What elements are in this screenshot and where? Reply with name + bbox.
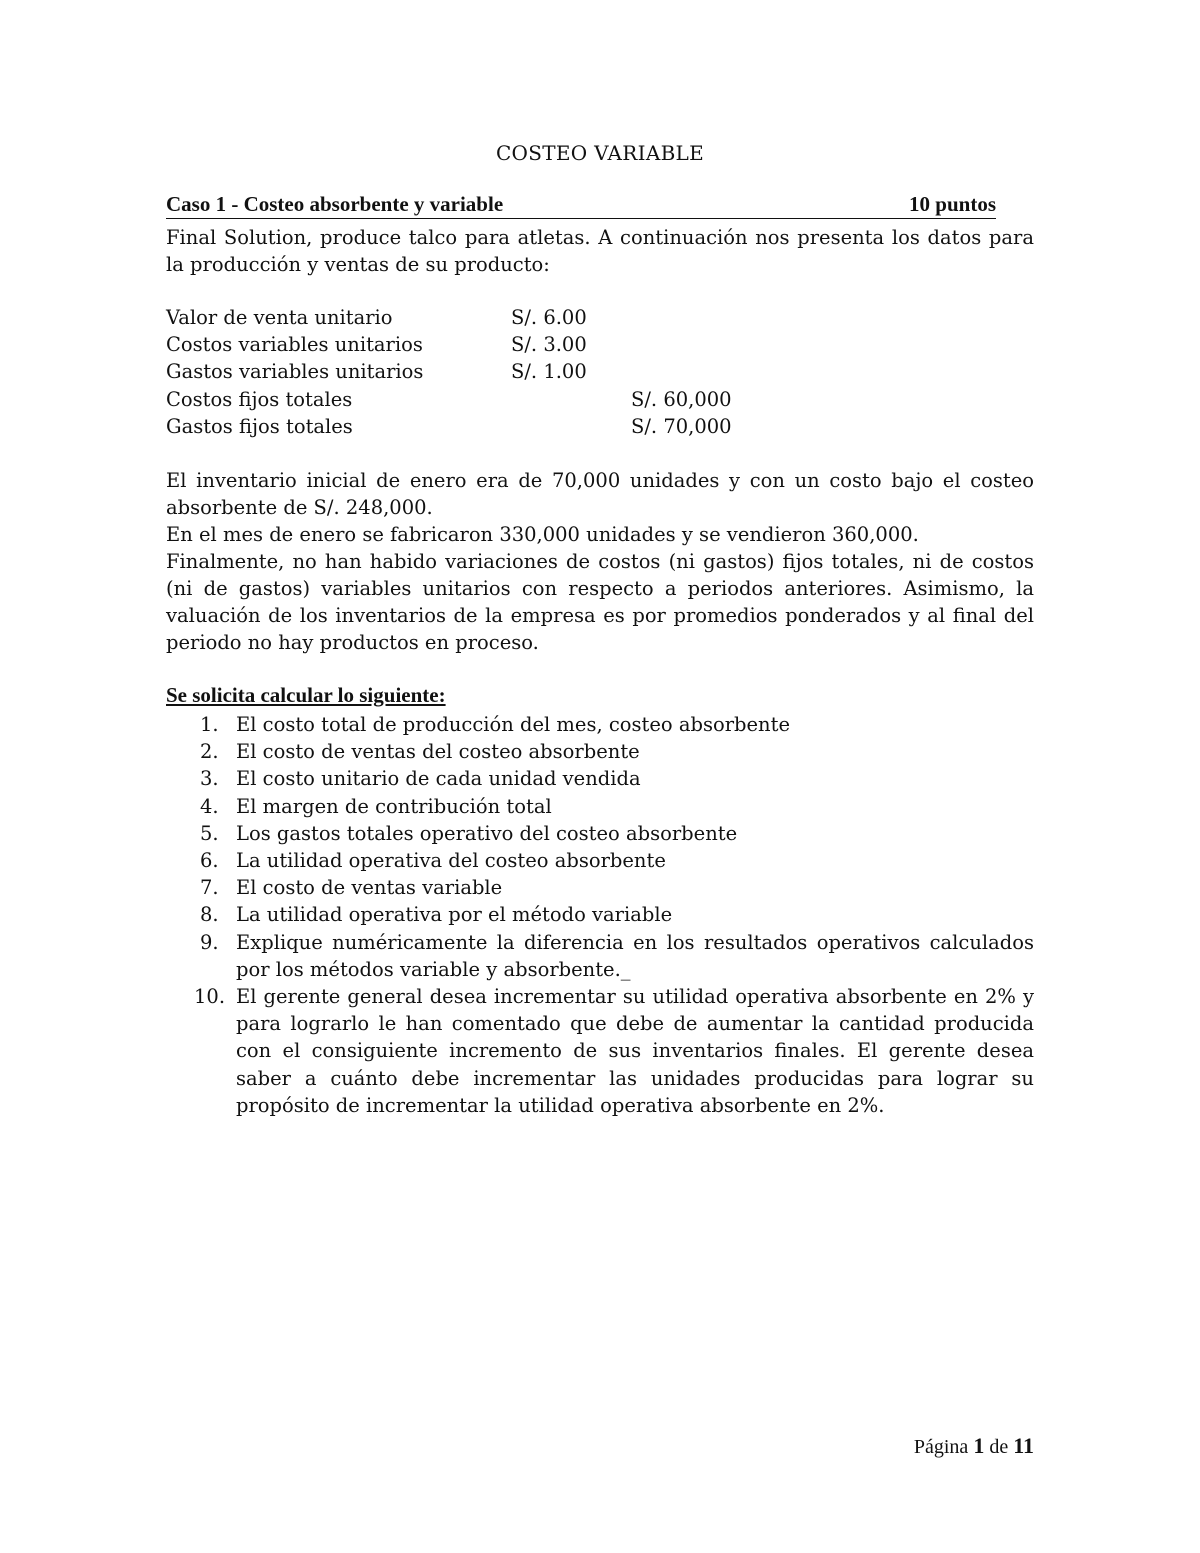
list-item bbox=[166, 820, 1034, 847]
requirements-heading: Se solicita calcular lo siguiente: bbox=[166, 683, 446, 707]
item-text: El costo total de producción del mes, costeo absorbente bbox=[236, 713, 790, 736]
item-text: La utilidad operativa del costeo absorbente bbox=[236, 849, 666, 873]
data-row bbox=[166, 413, 866, 440]
item-text: Explique numéricamente la diferencia en los resultados operativos calculados por los métodos variable y absorbente._ bbox=[236, 930, 1034, 981]
item-text: La utilidad operativa por el método variable bbox=[236, 903, 673, 927]
intro-paragraph: Final Solution, produce talco para atletas. A continuación nos presenta los datos para la producción y ventas de su producto: bbox=[166, 226, 1034, 276]
data-row bbox=[166, 386, 866, 413]
data-value: S/. 6.00 bbox=[511, 306, 587, 329]
item-text: Los gastos totales operativo del costeo absorbente bbox=[236, 821, 738, 845]
item-number: 1. bbox=[200, 713, 219, 736]
item-text: El costo de ventas del costeo absorbente bbox=[236, 740, 640, 764]
footer-page-number: 1 bbox=[973, 1433, 985, 1458]
list-item bbox=[166, 793, 1034, 820]
data-label: Gastos fijos totales bbox=[166, 414, 353, 438]
data-label: Gastos variables unitarios bbox=[166, 360, 424, 384]
item-text: El costo unitario de cada unidad vendida bbox=[236, 767, 641, 791]
item-text: El margen de contribución total bbox=[236, 794, 552, 818]
case-title: Caso 1 - Costeo absorbente y variable bbox=[166, 192, 504, 216]
list-item bbox=[166, 738, 1034, 765]
item-number: 6. bbox=[200, 849, 219, 873]
data-row bbox=[166, 358, 866, 385]
item-number: 10. bbox=[194, 985, 226, 1009]
item-number: 3. bbox=[200, 767, 219, 791]
list-item bbox=[166, 874, 1034, 901]
item-text: El costo de ventas variable bbox=[236, 876, 503, 900]
data-label: Valor de venta unitario bbox=[166, 306, 393, 329]
list-item bbox=[166, 847, 1034, 874]
page-footer bbox=[914, 1433, 1034, 1459]
production-paragraph: En el mes de enero se fabricaron 330,000 unidades y se vendieron 360,000. bbox=[166, 523, 919, 546]
item-number: 9. bbox=[200, 930, 219, 954]
footer-middle: de bbox=[989, 1436, 1009, 1458]
footer-total-pages: 11 bbox=[1013, 1433, 1034, 1458]
data-value: S/. 3.00 bbox=[511, 333, 587, 357]
data-row bbox=[166, 304, 866, 331]
data-total: S/. 70,000 bbox=[631, 414, 732, 438]
data-row bbox=[166, 331, 866, 358]
inventory-paragraph: El inventario inicial de enero era de 70,000 unidades y con un costo bajo el costeo absorbente de S/. 248,000. bbox=[166, 469, 1034, 519]
details-block bbox=[166, 467, 1034, 656]
item-number: 5. bbox=[200, 821, 219, 845]
conditions-paragraph: Finalmente, no han habido variaciones de costos (ni gastos) fijos totales, ni de costos (ni de gastos) variables unitarios con respecto a periodos anteriores. Asimismo, la valuación de los inventarios de la empresa es por promedios ponderados y al final del periodo no hay productos en proceso. bbox=[166, 550, 1034, 654]
item-number: 4. bbox=[200, 794, 219, 818]
list-item bbox=[166, 929, 1034, 983]
requirements-list bbox=[166, 711, 1034, 1119]
list-item bbox=[166, 901, 1034, 928]
case-points: 10 puntos bbox=[909, 192, 996, 216]
data-value: S/. 1.00 bbox=[511, 360, 587, 384]
item-number: 7. bbox=[200, 876, 219, 900]
list-item bbox=[166, 711, 1034, 738]
data-total: S/. 60,000 bbox=[631, 387, 732, 411]
item-number: 2. bbox=[200, 740, 219, 764]
item-number: 8. bbox=[200, 903, 219, 927]
list-item bbox=[166, 983, 1034, 1119]
data-table bbox=[166, 304, 866, 440]
data-label: Costos fijos totales bbox=[166, 387, 353, 411]
list-item bbox=[166, 765, 1034, 792]
data-label: Costos variables unitarios bbox=[166, 333, 423, 357]
item-text: El gerente general desea incrementar su utilidad operativa absorbente en 2% y para lograrlo le han comentado que debe de aumentar la cantidad producida con el consiguiente incremento de sus inventarios finales. El gerente desea saber a cuánto debe incrementar las unidades producidas para lograr su propósito de incrementar la utilidad operativa absorbente en 2%. bbox=[236, 985, 1034, 1117]
document-title: COSTEO VARIABLE bbox=[495, 141, 705, 165]
footer-prefix: Página bbox=[913, 1436, 969, 1458]
case-heading bbox=[166, 192, 996, 219]
